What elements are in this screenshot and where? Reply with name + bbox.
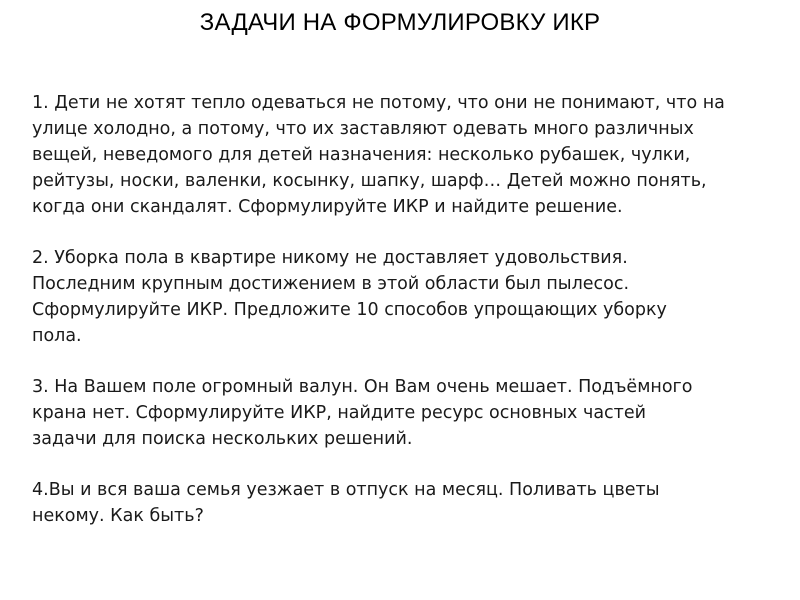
task-1 xyxy=(32,90,772,220)
task-1-line-2: улице холодно, а потому, что их заставляют одевать много различных xyxy=(32,119,694,139)
task-4 xyxy=(32,477,772,529)
task-3 xyxy=(32,374,772,452)
task-2-line-4: пола. xyxy=(32,326,82,346)
task-3-line-2: крана нет. Сформулируйте ИКР, найдите ресурс основных частей xyxy=(32,403,646,423)
slide-title: ЗАДАЧИ НА ФОРМУЛИРОВКУ ИКР xyxy=(199,9,601,36)
task-1-line-4: рейтузы, носки, валенки, косынку, шапку, шарф… Детей можно понять, xyxy=(32,171,707,191)
task-2-line-3: Сформулируйте ИКР. Предложите 10 способов упрощающих уборку xyxy=(32,300,667,320)
task-list xyxy=(32,90,772,554)
task-4-line-2: некому. Как быть? xyxy=(32,506,204,526)
task-2-line-2: Последним крупным достижением в этой области был пылесос. xyxy=(32,274,630,294)
task-3-line-1: 3. На Вашем поле огромный валун. Он Вам очень мешает. Подъёмного xyxy=(32,377,693,397)
task-2 xyxy=(32,245,772,349)
task-1-line-1: 1. Дети не хотят тепло одеваться не потому, что они не понимают, что на xyxy=(32,93,725,113)
task-3-line-3: задачи для поиска нескольких решений. xyxy=(32,429,413,449)
task-1-line-5: когда они скандалят. Сформулируйте ИКР и найдите решение. xyxy=(32,197,623,217)
task-2-line-1: 2. Уборка пола в квартире никому не доставляет удовольствия. xyxy=(32,248,628,268)
task-4-line-1: 4.Вы и вся ваша семья уезжает в отпуск на месяц. Поливать цветы xyxy=(32,480,660,500)
task-1-line-3: вещей, неведомого для детей назначения: несколько рубашек, чулки, xyxy=(32,145,691,165)
